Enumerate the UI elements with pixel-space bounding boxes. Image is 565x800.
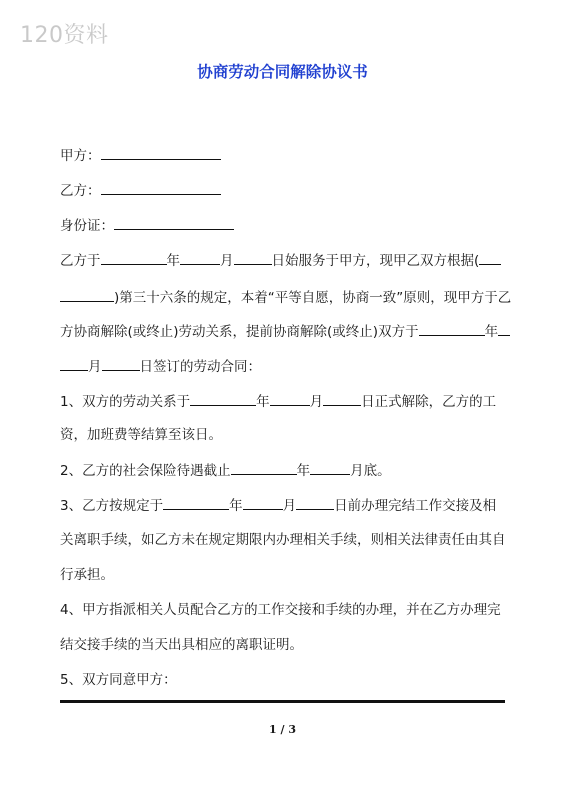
intro-line-2	[60, 287, 512, 307]
party-a-field	[60, 145, 507, 165]
clause-text: 资，加班费等结算至该日。	[60, 427, 222, 443]
termination-month-blank[interactable]	[270, 391, 310, 406]
footer-divider	[60, 700, 505, 703]
intro-text: 乙方于	[60, 253, 101, 269]
clause-1-line-2	[60, 425, 507, 445]
intro-line-4	[60, 356, 507, 376]
insurance-month-blank[interactable]	[310, 460, 350, 475]
clause-text: 关离职手续，如乙方未在规定期限内办理相关手续，则相关法律责任由其自	[60, 532, 506, 548]
id-card-blank[interactable]	[114, 215, 234, 230]
start-day-blank[interactable]	[234, 250, 272, 265]
intro-line-1	[60, 250, 507, 270]
intro-line-3	[60, 321, 507, 341]
clause-text: 日正式解除，乙方的工	[361, 394, 497, 410]
year-label: 年	[256, 394, 270, 410]
intro-text: 日签订的劳动合同：	[139, 359, 261, 375]
start-month-blank[interactable]	[180, 250, 220, 265]
party-b-field	[60, 180, 507, 200]
termination-day-blank[interactable]	[323, 391, 361, 406]
clause-4-line-2	[60, 635, 507, 655]
law-name-blank[interactable]	[479, 250, 501, 265]
termination-year-blank[interactable]	[190, 391, 256, 406]
intro-text: )第三十六条的规定，本着“平等自愿，协商一致”原则，现甲方于乙	[114, 290, 512, 306]
clause-5-line-1	[60, 670, 507, 690]
month-label: 月	[220, 253, 234, 269]
month-label: 月	[88, 359, 102, 375]
clause-text: 4、甲方指派相关人员配合乙方的工作交接和手续的办理，并在乙方办理完	[60, 602, 501, 618]
contract-year-blank[interactable]	[419, 321, 485, 336]
start-year-blank[interactable]	[101, 250, 167, 265]
party-b-blank[interactable]	[101, 180, 221, 195]
month-label: 月	[309, 394, 324, 410]
party-b-label: 乙方：	[60, 183, 101, 199]
clause-2-line-1	[60, 460, 507, 480]
clause-3-line-2	[60, 530, 507, 550]
id-card-field	[60, 215, 507, 235]
document-title: 协商劳动合同解除协议书	[197, 63, 368, 81]
clause-text: 行承担。	[60, 567, 114, 583]
clause-text: 1、双方的劳动关系于	[60, 394, 191, 410]
page-number: 1 / 3	[269, 723, 296, 736]
watermark: 120资料	[20, 23, 109, 48]
clause-text: 月底。	[350, 463, 391, 479]
contract-month-blank-cont[interactable]	[60, 356, 88, 371]
clause-text: 日前办理完结工作交接及相	[334, 498, 497, 514]
year-label: 年	[296, 463, 311, 479]
clause-3-line-1	[60, 495, 507, 515]
party-a-label: 甲方：	[60, 148, 101, 164]
clause-1-line-1	[60, 391, 507, 411]
year-label: 年	[229, 498, 243, 514]
clause-text: 结交接手续的当天出具相应的离职证明。	[60, 637, 303, 653]
clause-text: 5、双方同意甲方：	[60, 672, 177, 688]
intro-text: 日始服务于甲方，现甲乙双方根据(	[271, 253, 480, 269]
insurance-year-blank[interactable]	[231, 460, 297, 475]
handover-year-blank[interactable]	[163, 495, 229, 510]
clause-text: 3、乙方按规定于	[60, 498, 164, 514]
clause-text: 2、乙方的社会保险待遇截止	[60, 463, 231, 479]
year-label: 年	[166, 253, 180, 269]
intro-text: 方协商解除(或终止)劳动关系，提前协商解除(或终止)双方于	[60, 324, 419, 340]
id-card-label: 身份证：	[60, 218, 114, 234]
year-label: 年	[484, 324, 499, 340]
party-a-blank[interactable]	[101, 145, 221, 160]
clause-4-line-1	[60, 600, 507, 620]
handover-month-blank[interactable]	[243, 495, 283, 510]
clause-3-line-3	[60, 565, 507, 585]
contract-day-blank[interactable]	[102, 356, 140, 371]
law-name-blank-cont[interactable]	[60, 287, 114, 302]
handover-day-blank[interactable]	[296, 495, 334, 510]
contract-month-blank[interactable]	[498, 321, 510, 336]
month-label: 月	[282, 498, 297, 514]
